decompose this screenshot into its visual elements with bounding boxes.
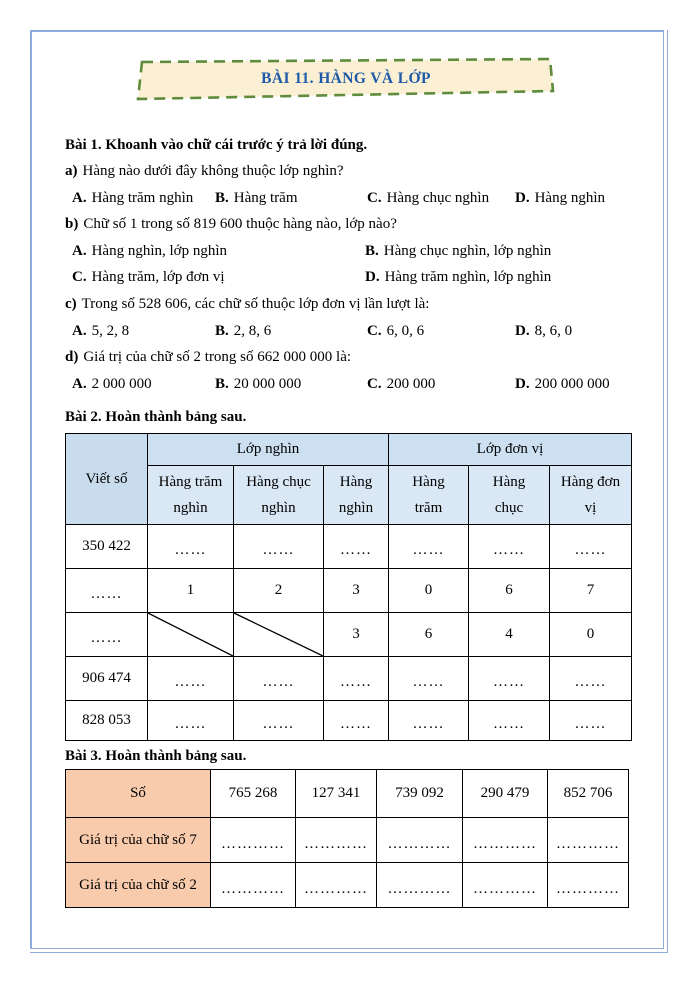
option-c-D <box>515 318 572 345</box>
option-a-B <box>215 185 367 212</box>
digit-cell: 7 <box>550 569 632 613</box>
digit-cell: 0 <box>389 569 469 613</box>
question-a-text: Hàng nào dưới đây không thuộc lớp nghìn? <box>82 163 344 179</box>
answer-cell <box>377 863 463 908</box>
digit-value-table <box>65 769 629 908</box>
sub-header-line2: nghìn <box>173 500 208 517</box>
sub-header-cell <box>469 466 550 525</box>
dotted-blank: …… <box>340 674 372 691</box>
question-a-label: a) <box>65 163 78 179</box>
dotted-blank: …… <box>90 630 123 647</box>
dotted-blank: ………… <box>556 880 620 897</box>
dotted-blank: …… <box>174 542 207 559</box>
question-b-text: Chữ số 1 trong số 819 600 thuộc hàng nào, lớp nào? <box>83 216 397 233</box>
dotted-blank: ………… <box>473 835 537 852</box>
lesson-banner <box>135 55 557 105</box>
option-key: B. <box>365 242 379 259</box>
sub-header-cell <box>148 466 234 525</box>
dotted-blank: …… <box>412 542 445 559</box>
diagonal-line-icon <box>234 613 323 656</box>
option-key: C. <box>367 189 382 206</box>
dotted-blank: …… <box>340 542 372 559</box>
dotted-blank: …… <box>412 716 445 733</box>
answer-cell <box>324 701 389 741</box>
sub-header-line1: Hàng <box>339 474 373 491</box>
option-d-D <box>515 371 610 398</box>
number-cell: 127 341 <box>296 770 377 818</box>
answer-cell <box>211 818 296 863</box>
dotted-blank: ………… <box>473 880 537 897</box>
answer-cell <box>463 818 548 863</box>
option-text: 2, 8, 6 <box>233 322 272 339</box>
option-key: B. <box>215 322 229 339</box>
dotted-blank: ………… <box>221 835 285 852</box>
answer-cell <box>148 701 234 741</box>
sub-header-line2: chục <box>494 500 524 517</box>
row-header-value7: Giá trị của chữ số 7 <box>66 818 211 863</box>
option-key: B. <box>215 189 229 206</box>
dotted-blank: …… <box>574 674 607 691</box>
question-d-options <box>65 371 631 398</box>
diagonal-line-icon <box>148 613 233 656</box>
table-row <box>66 770 629 818</box>
answer-cell <box>234 657 324 701</box>
answer-cell <box>148 657 234 701</box>
option-c-B <box>215 318 367 345</box>
crossed-out-cell <box>148 613 234 657</box>
question-c <box>65 291 631 318</box>
dotted-blank: …… <box>574 542 607 559</box>
option-key: C. <box>72 269 87 286</box>
question-c-text: Trong số 528 606, các chữ số thuộc lớp đơn vị lần lượt là: <box>81 295 430 312</box>
option-text: Hàng trăm nghìn, lớp nghìn <box>384 269 552 286</box>
answer-cell <box>469 657 550 701</box>
option-text: 200 000 000 <box>534 375 610 392</box>
option-text: 6, 0, 6 <box>386 322 425 339</box>
question-a-options <box>65 185 631 212</box>
row-header-number: Số <box>66 770 211 818</box>
option-d-A <box>72 371 215 398</box>
option-d-B <box>215 371 367 398</box>
number-cell: 906 474 <box>66 657 148 701</box>
number-cell: 852 706 <box>548 770 629 818</box>
dotted-blank: ………… <box>556 835 620 852</box>
answer-cell <box>211 863 296 908</box>
dotted-blank: ………… <box>387 880 452 897</box>
answer-cell <box>550 525 632 569</box>
dotted-blank: …… <box>493 716 525 733</box>
dotted-blank: …… <box>262 542 295 559</box>
table-row <box>66 701 632 741</box>
digit-cell: 3 <box>324 569 389 613</box>
option-a-A <box>72 185 215 212</box>
sub-header-line2: vị <box>584 500 597 517</box>
dotted-blank: …… <box>90 586 123 603</box>
digit-cell: 6 <box>389 613 469 657</box>
sub-header-cell <box>550 466 632 525</box>
option-key: B. <box>215 375 229 392</box>
dotted-blank: …… <box>340 716 372 733</box>
answer-cell <box>548 863 629 908</box>
question-c-options <box>65 318 631 345</box>
option-key: D. <box>365 269 380 286</box>
digit-cell: 3 <box>324 613 389 657</box>
option-b-D <box>365 264 551 291</box>
digit-cell: 0 <box>550 613 632 657</box>
group-header-units: Lớp đơn vị <box>389 434 632 466</box>
question-d <box>65 344 631 371</box>
digit-cell: 1 <box>148 569 234 613</box>
answer-cell <box>148 525 234 569</box>
sub-header-line1: Hàng trăm <box>158 474 223 491</box>
option-key: A. <box>72 375 87 392</box>
sub-header-line1: Hàng đơn <box>560 474 621 491</box>
option-key: D. <box>515 322 530 339</box>
option-key: C. <box>367 322 382 339</box>
answer-cell <box>389 525 469 569</box>
sub-header-line1: Hàng <box>412 474 445 491</box>
option-text: Hàng chục nghìn, lớp nghìn <box>383 242 552 259</box>
dotted-blank: …… <box>493 542 525 559</box>
table-row <box>66 525 632 569</box>
number-cell: 739 092 <box>377 770 463 818</box>
option-c-C <box>367 318 515 345</box>
answer-cell <box>469 701 550 741</box>
answer-cell <box>550 657 632 701</box>
option-text: 20 000 000 <box>233 375 302 392</box>
answer-cell <box>324 657 389 701</box>
answer-cell <box>377 818 463 863</box>
answer-cell <box>463 863 548 908</box>
place-value-table <box>65 433 632 741</box>
table-row <box>66 657 632 701</box>
question-d-text: Giá trị của chữ số 2 trong số 662 000 000 là: <box>83 349 352 366</box>
option-b-B <box>365 238 551 265</box>
dotted-blank: ………… <box>304 880 368 897</box>
option-key: D. <box>515 375 530 392</box>
digit-cell: 6 <box>469 569 550 613</box>
answer-cell <box>389 701 469 741</box>
number-cell <box>66 569 148 613</box>
option-text: 5, 2, 8 <box>91 322 130 339</box>
answer-cell <box>234 525 324 569</box>
digit-cell: 4 <box>469 613 550 657</box>
option-b-A <box>72 238 365 265</box>
sub-header-line1: Hàng <box>492 474 526 491</box>
dotted-blank: ………… <box>387 835 452 852</box>
answer-cell <box>234 701 324 741</box>
dotted-blank: …… <box>493 674 525 691</box>
table-row <box>66 863 629 908</box>
question-b-options-row2 <box>65 264 631 291</box>
sub-header-cell <box>389 466 469 525</box>
sub-header-line2: nghìn <box>338 500 374 517</box>
dotted-blank: …… <box>262 716 295 733</box>
question-a <box>65 158 631 185</box>
option-key: A. <box>72 242 87 259</box>
option-d-C <box>367 371 515 398</box>
answer-cell <box>469 525 550 569</box>
answer-cell <box>389 657 469 701</box>
dotted-blank: …… <box>574 716 607 733</box>
exercise3-heading: Bài 3. Hoàn thành bảng sau. <box>65 748 247 765</box>
question-b <box>65 211 631 238</box>
answer-cell <box>548 818 629 863</box>
exercise2-heading: Bài 2. Hoàn thành bảng sau. <box>65 409 247 426</box>
number-cell: 350 422 <box>66 525 148 569</box>
option-text: 200 000 <box>386 375 436 392</box>
dotted-blank: …… <box>412 674 445 691</box>
sub-header-cell <box>324 466 389 525</box>
row-header-value2: Giá trị của chữ số 2 <box>66 863 211 908</box>
sub-header-line2: nghìn <box>261 500 296 517</box>
exercise1-heading: Bài 1. Khoanh vào chữ cái trước ý trả lời đúng. <box>65 137 368 153</box>
group-header-thousands: Lớp nghìn <box>148 434 389 466</box>
digit-cell: 2 <box>234 569 324 613</box>
option-text: 2 000 000 <box>91 375 152 392</box>
answer-cell <box>550 701 632 741</box>
question-d-label: d) <box>65 349 79 366</box>
table-row <box>66 569 632 613</box>
option-b-C <box>72 264 365 291</box>
table-row <box>66 818 629 863</box>
sub-header-cell <box>234 466 324 525</box>
option-c-A <box>72 318 215 345</box>
answer-cell <box>324 525 389 569</box>
number-cell: 290 479 <box>463 770 548 818</box>
dotted-blank: …… <box>262 674 295 691</box>
option-text: Hàng trăm, lớp đơn vị <box>91 269 225 286</box>
dotted-blank: …… <box>174 674 207 691</box>
option-text: Hàng trăm <box>233 189 298 206</box>
option-text: Hàng trăm nghìn <box>91 189 194 206</box>
answer-cell <box>296 818 377 863</box>
sub-header-line2: trăm <box>414 500 443 517</box>
sub-header-line1: Hàng chục <box>246 474 311 491</box>
option-key: C. <box>367 375 382 392</box>
option-a-D <box>515 185 605 212</box>
option-key: A. <box>72 189 87 206</box>
number-cell: 828 053 <box>66 701 148 741</box>
corner-header-cell: Viết số <box>66 434 148 525</box>
dotted-blank: ………… <box>304 835 368 852</box>
option-text: Hàng nghìn, lớp nghìn <box>91 242 228 259</box>
option-text: Hàng chục nghìn <box>386 189 490 206</box>
dotted-blank: ………… <box>221 880 285 897</box>
number-cell: 765 268 <box>211 770 296 818</box>
answer-cell <box>296 863 377 908</box>
option-key: D. <box>515 189 530 206</box>
page-content <box>65 55 631 908</box>
dotted-blank: …… <box>174 716 207 733</box>
number-cell <box>66 613 148 657</box>
option-key: A. <box>72 322 87 339</box>
question-b-options-row1 <box>65 238 631 265</box>
option-a-C <box>367 185 515 212</box>
option-text: Hàng nghìn <box>534 189 606 206</box>
question-c-label: c) <box>65 295 77 312</box>
option-text: 8, 6, 0 <box>534 322 573 339</box>
table-row <box>66 613 632 657</box>
lesson-title: BÀI 11. HÀNG VÀ LỚP <box>261 69 431 87</box>
crossed-out-cell <box>234 613 324 657</box>
question-b-label: b) <box>65 216 79 233</box>
